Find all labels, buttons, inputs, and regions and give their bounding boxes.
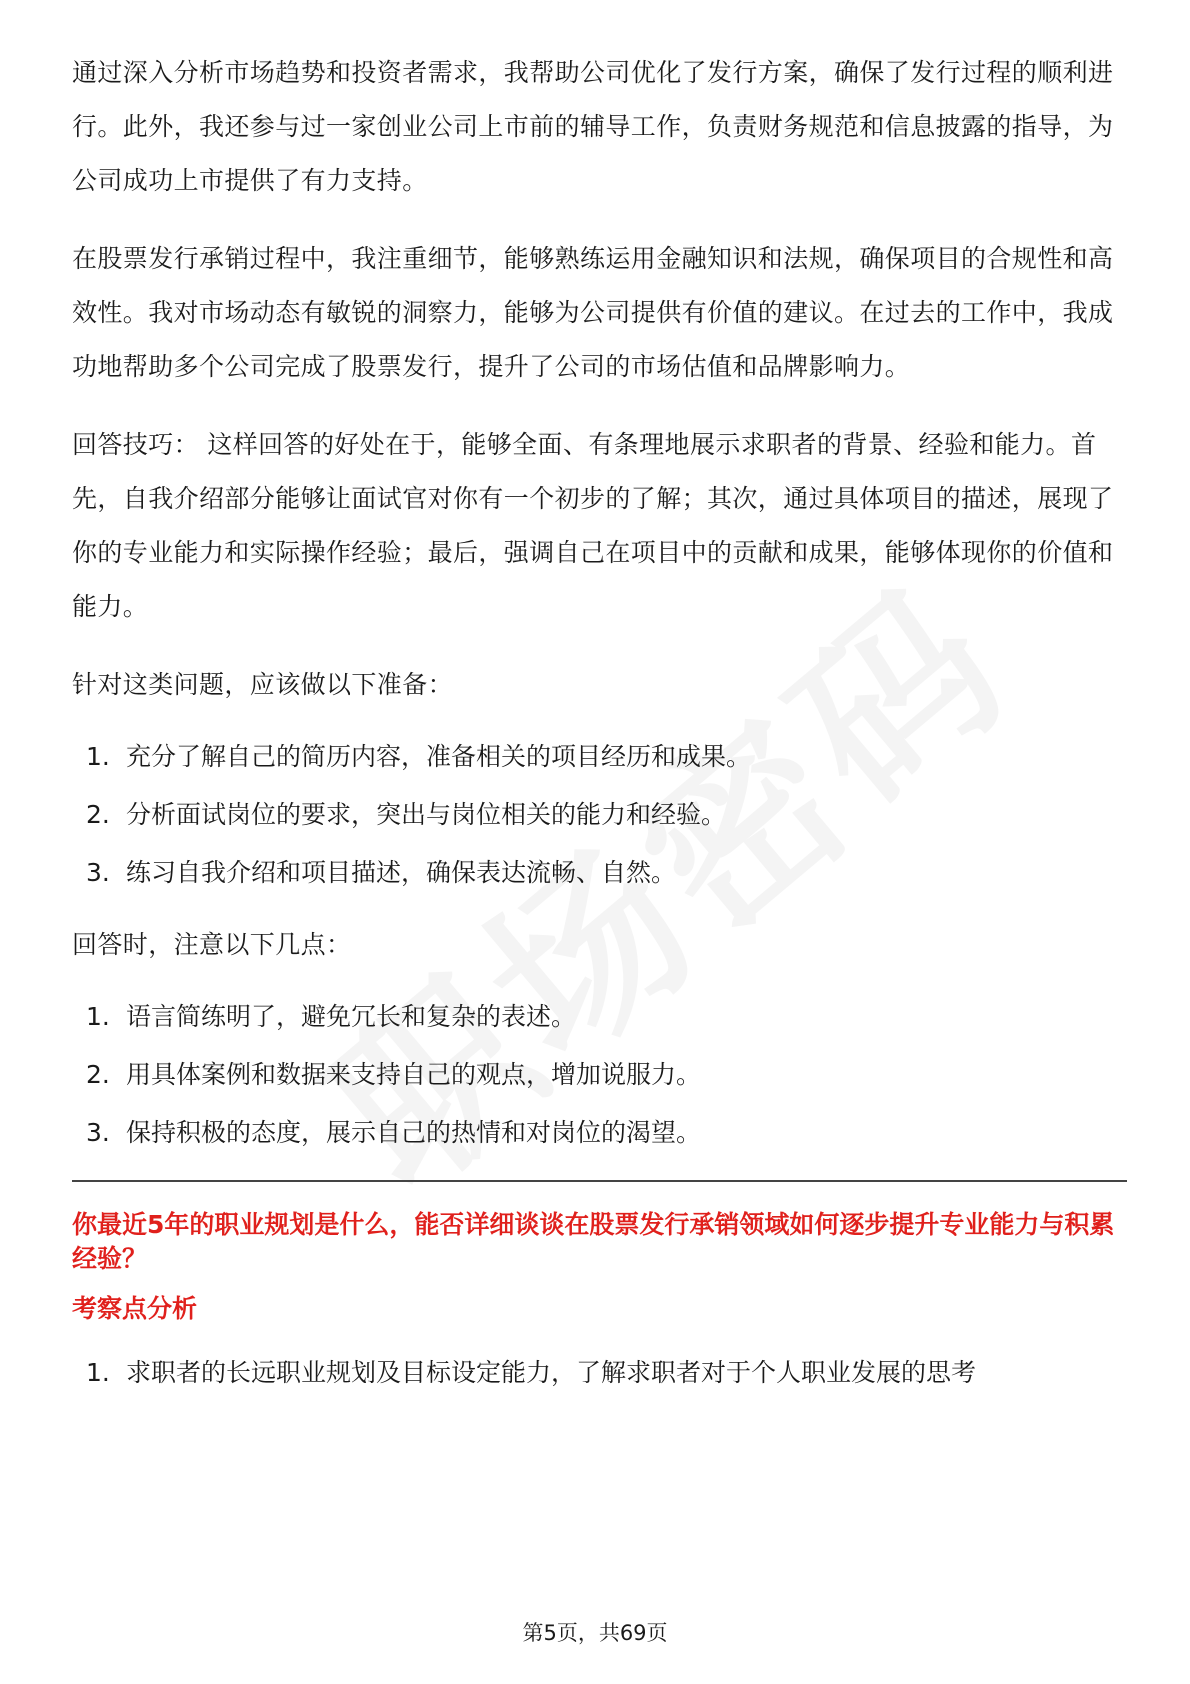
paragraph-attention-intro: 回答时，注意以下几点： — [72, 930, 352, 959]
list-text: 用具体案例和数据来支持自己的观点，增加说服力。 — [126, 1060, 702, 1089]
paragraph-answer-tips: 回答技巧： 这样回答的好处在于，能够全面、有条理地展示求职者的背景、经验和能力。首先，自我介绍部分能够让面试官对你有一个初步的了解；其次，通过具体项目的描述，展现了你的专业能力和实际操作经验；最后，强调自己在项目中的贡献和成果，能够体现你的价值和能力。 — [72, 430, 1114, 621]
list-number: 3. — [86, 858, 110, 887]
list-item — [72, 740, 1127, 774]
list-item — [72, 1356, 1127, 1390]
analysis-heading: 考察点分析 — [72, 1294, 198, 1323]
page-number: 第5页，共69页 — [522, 1621, 668, 1645]
list-number: 3. — [86, 1118, 110, 1147]
list-item — [72, 856, 1127, 890]
list-text: 练习自我介绍和项目描述，确保表达流畅、自然。 — [126, 858, 677, 887]
list-text: 语言简练明了，避免冗长和复杂的表述。 — [126, 1002, 577, 1031]
list-text: 充分了解自己的简历内容，准备相关的项目经历和成果。 — [126, 742, 752, 771]
interview-question: 你最近5年的职业规划是什么，能否详细谈谈在股票发行承销领域如何逐步提升专业能力与积累经验？ — [72, 1210, 1115, 1273]
section-divider — [72, 1180, 1127, 1182]
list-text: 求职者的长远职业规划及目标设定能力，了解求职者对于个人职业发展的思考 — [126, 1358, 977, 1387]
list-number: 2. — [86, 800, 110, 829]
list-number: 1. — [86, 1358, 110, 1387]
list-item — [72, 1116, 1127, 1150]
paragraph-project-experience: 通过深入分析市场趋势和投资者需求，我帮助公司优化了发行方案，确保了发行过程的顺利进行。此外，我还参与过一家创业公司上市前的辅导工作，负责财务规范和信息披露的指导，为公司成功上市提供了有力支持。 — [72, 58, 1114, 195]
paragraph-strengths: 在股票发行承销过程中，我注重细节，能够熟练运用金融知识和法规，确保项目的合规性和高效性。我对市场动态有敏锐的洞察力，能够为公司提供有价值的建议。在过去的工作中，我成功地帮助多个公司完成了股票发行，提升了公司的市场估值和品牌影响力。 — [72, 244, 1114, 381]
list-number: 2. — [86, 1060, 110, 1089]
list-item — [72, 1058, 1127, 1092]
list-item — [72, 798, 1127, 832]
list-text: 保持积极的态度，展示自己的热情和对岗位的渴望。 — [126, 1118, 702, 1147]
list-text: 分析面试岗位的要求，突出与岗位相关的能力和经验。 — [126, 800, 727, 829]
analysis-list — [72, 1356, 1127, 1390]
list-number: 1. — [86, 1002, 110, 1031]
paragraph-prep-intro: 针对这类问题，应该做以下准备： — [72, 670, 454, 699]
list-number: 1. — [86, 742, 110, 771]
attention-list — [72, 1000, 1127, 1150]
list-item — [72, 1000, 1127, 1034]
prep-list — [72, 740, 1127, 890]
document-body — [72, 46, 1127, 1418]
